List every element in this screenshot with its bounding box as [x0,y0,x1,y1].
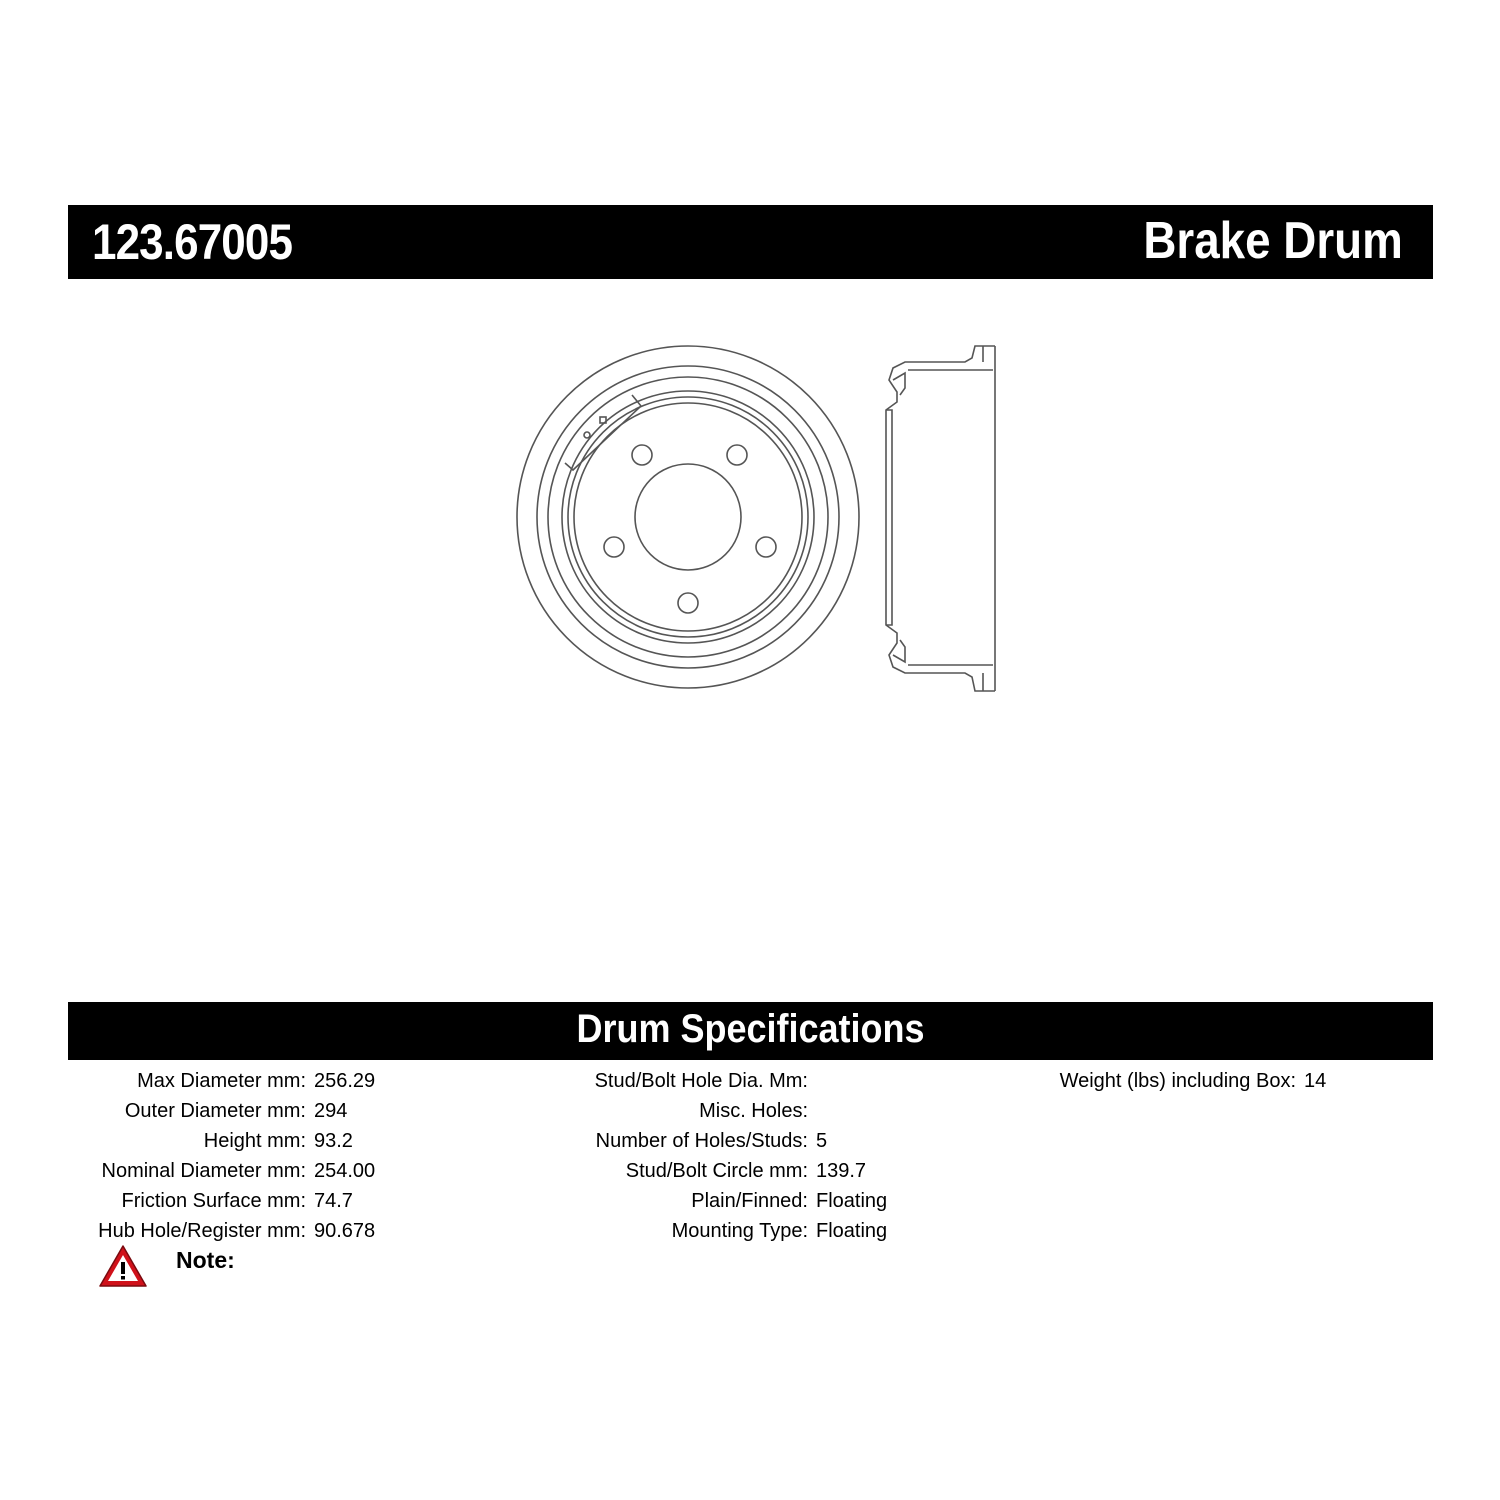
drum-side-view [886,346,995,691]
spec-row [520,1096,808,1126]
spec-label: Mounting Type: [671,1220,808,1242]
spec-label: Weight (lbs) including Box: [1059,1070,1296,1092]
drum-front-view [517,346,859,688]
spec-value: 74.7 [314,1190,353,1212]
stud-hole [756,537,776,557]
spec-row [68,1216,376,1246]
spec-row [520,1186,888,1216]
stud-hole [632,445,652,465]
spec-value: 294 [314,1100,348,1122]
spec-row [68,1066,376,1096]
specs-column-3 [1000,1066,1327,1096]
stud-hole [604,537,624,557]
hub-hole [635,464,741,570]
spec-label: Misc. Holes: [699,1100,808,1122]
spec-label: Friction Surface mm: [121,1190,306,1212]
specs-column-1 [68,1066,376,1246]
spec-value: 254.00 [314,1160,376,1182]
specs-title: Drum Specifications [576,1007,925,1051]
spec-row [68,1096,348,1126]
spec-row [1000,1066,1327,1096]
spec-label: Nominal Diameter mm: [101,1160,306,1182]
spec-value: 139.7 [816,1160,867,1182]
spec-value: Floating [816,1190,888,1212]
spec-value: 14 [1304,1070,1327,1092]
spec-value: Floating [816,1220,888,1242]
spec-label: Number of Holes/Studs: [595,1130,808,1152]
spec-row [520,1156,867,1186]
spec-row [68,1156,376,1186]
spec-label: Max Diameter mm: [137,1070,306,1092]
stud-hole [678,593,698,613]
spec-label: Stud/Bolt Hole Dia. Mm: [594,1070,808,1092]
spec-row [520,1066,808,1096]
spec-row [68,1126,353,1156]
spec-row [520,1216,888,1246]
spec-label: Outer Diameter mm: [124,1100,306,1122]
spec-value: 256.29 [314,1070,376,1092]
warning-icon [98,1244,148,1288]
product-type-title: Brake Drum [1143,212,1403,270]
specs-column-2 [520,1066,888,1246]
part-number: 123.67005 [92,214,293,270]
spec-label: Plain/Finned: [691,1190,808,1212]
note-label: Note: [176,1247,235,1273]
spec-value: 90.678 [314,1220,376,1242]
spec-label: Height mm: [203,1130,306,1152]
spec-row [520,1126,828,1156]
spec-value: 93.2 [314,1130,353,1152]
spec-label: Hub Hole/Register mm: [98,1220,306,1242]
stud-hole [727,445,747,465]
spec-row [68,1186,353,1216]
spec-value: 5 [816,1130,828,1152]
spec-label: Stud/Bolt Circle mm: [625,1160,808,1182]
specs-title-bar [68,1002,1433,1060]
